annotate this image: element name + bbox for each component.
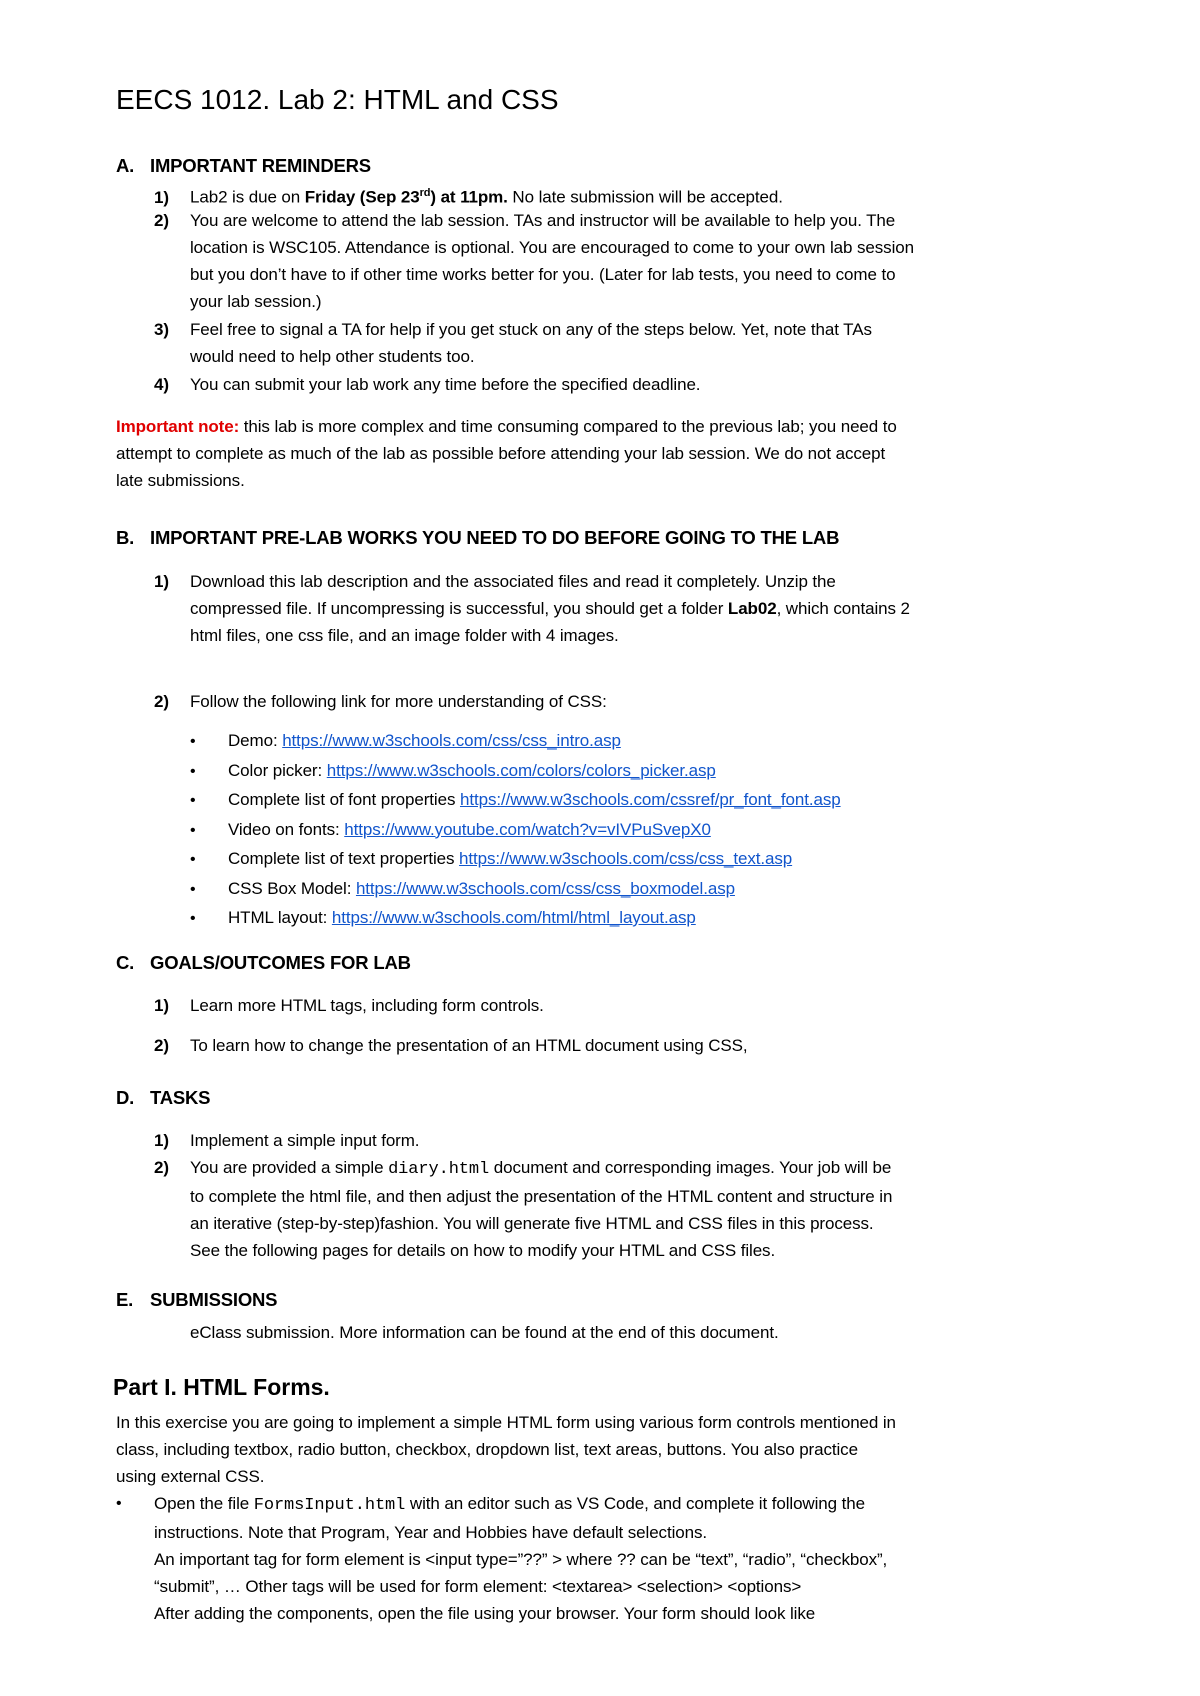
item-line: See the following pages for details on how to modify your HTML and CSS files. [190,1241,776,1260]
due-date: Friday (Sep 23 [304,187,420,207]
link-item [190,875,841,905]
item-line: An important tag for form element is <input type=”??” > where ?? can be “text”, “radio”, “checkbox”, [154,1550,888,1569]
item-number: 1) [154,996,169,1015]
item-number: 1) [154,572,169,591]
important-note [116,413,897,494]
item-text: Lab2 is due on [190,187,305,207]
section-title: IMPORTANT REMINDERS [150,155,371,176]
note-line: attempt to complete as much of the lab as possible before attending your lab session. We do not accept [116,444,886,463]
section-c-heading [116,952,411,974]
code-filename: FormsInput.html [253,1496,406,1515]
note-line: this lab is more complex and time consuming compared to the previous lab; you need to [239,417,897,436]
due-time: ) at 11pm. [430,187,508,207]
item-line: After adding the components, open the file using your browser. Your form should look like [154,1604,816,1623]
item-number: 2) [154,1158,169,1177]
list-item [154,1127,419,1154]
list-item [154,316,872,370]
intro-line: In this exercise you are going to implement a simple HTML form using various form controls mentioned in [116,1413,896,1432]
link-item [190,786,841,816]
item-line: location is WSC105. Attendance is optional. You are encouraged to come to your own lab session [190,238,914,257]
link-url[interactable]: https://www.w3schools.com/html/html_layout.asp [331,908,696,927]
item-text: , which contains 2 [776,599,910,618]
note-line: late submissions. [116,471,245,490]
item-line: an iterative (step-by-step)fashion. You will generate five HTML and CSS files in this process. [190,1214,874,1233]
section-letter: D. [116,1087,135,1108]
link-label: Color picker: [228,760,327,780]
item-text: To learn how to change the presentation of an HTML document using CSS, [190,1036,748,1055]
link-item [190,816,841,846]
item-text: compressed file. If uncompressing is successful, you should get a folder [190,599,728,618]
code-filename: diary.html [388,1160,490,1179]
bullet-icon: • [116,1495,122,1512]
item-number: 2) [154,211,169,230]
section-letter: A. [116,155,135,176]
item-line: You can submit your lab work any time before the specified deadline. [190,375,701,394]
item-line: but you don’t have to if other time works better for you. (Later for lab tests, you need to come to [190,265,896,284]
item-number: 1) [154,1131,169,1150]
item-text: You are provided a simple [190,1158,389,1177]
list-item [154,688,607,715]
section-e-heading [116,1289,277,1311]
bullet-icon: • [190,733,196,750]
item-text: No late submission will be accepted. [507,187,783,207]
link-url[interactable]: https://www.w3schools.com/css/css_text.asp [459,849,793,868]
link-label: Complete list of font properties [228,790,460,809]
link-label: Complete list of text properties [228,849,460,868]
list-item [154,1032,747,1059]
list-item [154,1154,892,1264]
item-text: document and corresponding images. Your job will be [489,1158,892,1177]
item-text: Open the file [154,1494,254,1513]
item-text: Learn more HTML tags, including form controls. [190,996,544,1015]
section-title: IMPORTANT PRE-LAB WORKS YOU NEED TO DO BEFORE GOING TO THE LAB [150,527,840,548]
item-number: 2) [154,692,169,711]
section-a-heading [116,155,371,177]
item-line: “submit”, … Other tags will be used for form element: <textarea> <selection> <options> [154,1577,802,1596]
link-url[interactable]: https://www.w3schools.com/css/css_boxmodel.asp [355,878,735,898]
section-letter: C. [116,952,135,973]
link-url[interactable]: https://www.youtube.com/watch?v=vIVPuSvepX0 [344,819,711,839]
link-list [190,727,841,934]
item-line: would need to help other students too. [190,347,475,366]
link-item [190,845,841,875]
part-heading: Part I. HTML Forms. [113,1374,330,1400]
section-title: GOALS/OUTCOMES FOR LAB [150,952,411,973]
section-title: SUBMISSIONS [150,1289,278,1310]
link-label: Video on fonts: [228,819,345,839]
section-b-heading [116,527,839,549]
submission-text: eClass submission. More information can be found at the end of this document. [190,1323,779,1342]
bullet-icon: • [190,910,196,927]
link-label: Demo: [228,731,283,750]
item-line: html files, one css file, and an image folder with 4 images. [190,626,619,645]
section-letter: E. [116,1289,134,1310]
bullet-icon: • [190,880,196,898]
intro-line: class, including textbox, radio button, checkbox, dropdown list, text areas, buttons. You also practice [116,1440,858,1459]
link-item [190,727,841,757]
item-line: instructions. Note that Program, Year and Hobbies have default selections. [154,1523,707,1542]
item-line: Feel free to signal a TA for help if you get stuck on any of the steps below. Yet, note that TAs [190,320,872,339]
link-label: CSS Box Model: [228,878,356,898]
item-text: Implement a simple input form. [190,1131,420,1150]
link-item [190,904,841,934]
list-item [154,568,910,649]
link-url[interactable]: https://www.w3schools.com/cssref/pr_font_font.asp [459,790,841,809]
link-url[interactable]: https://www.w3schools.com/css/css_intro.asp [282,731,621,750]
date-suffix: rd [419,187,431,199]
item-line: your lab session.) [190,292,322,311]
section-title: TASKS [150,1087,211,1108]
page-title: EECS 1012. Lab 2: HTML and CSS [116,84,559,115]
list-item [154,207,914,315]
item-number: 2) [154,1036,169,1055]
item-text: Follow the following link for more understanding of CSS: [190,692,607,711]
link-url[interactable]: https://www.w3schools.com/colors/colors_picker.asp [326,760,716,780]
item-line: to complete the html file, and then adjust the presentation of the HTML content and structure in [190,1187,893,1206]
bullet-icon: • [190,762,196,780]
intro-line: using external CSS. [116,1467,265,1486]
item-line: Download this lab description and the associated files and read it completely. Unzip the [190,572,836,591]
list-item [154,371,700,398]
section-d-heading [116,1087,210,1109]
link-item [190,757,841,787]
bullet-icon: • [190,821,196,839]
instruction-item [116,1490,887,1627]
link-label: HTML layout: [228,908,332,927]
item-number: 3) [154,320,169,339]
section-letter: B. [116,527,135,548]
bullet-icon: • [190,792,196,809]
item-number: 4) [154,375,169,394]
list-item [154,992,544,1019]
bullet-icon: • [190,851,196,868]
note-label: Important note: [116,417,240,436]
item-text: with an editor such as VS Code, and complete it following the [405,1494,865,1513]
folder-name: Lab02 [727,599,777,618]
part-intro [116,1409,896,1490]
item-number: 1) [154,187,169,207]
item-line: You are welcome to attend the lab session. TAs and instructor will be available to help you. The [190,211,896,230]
